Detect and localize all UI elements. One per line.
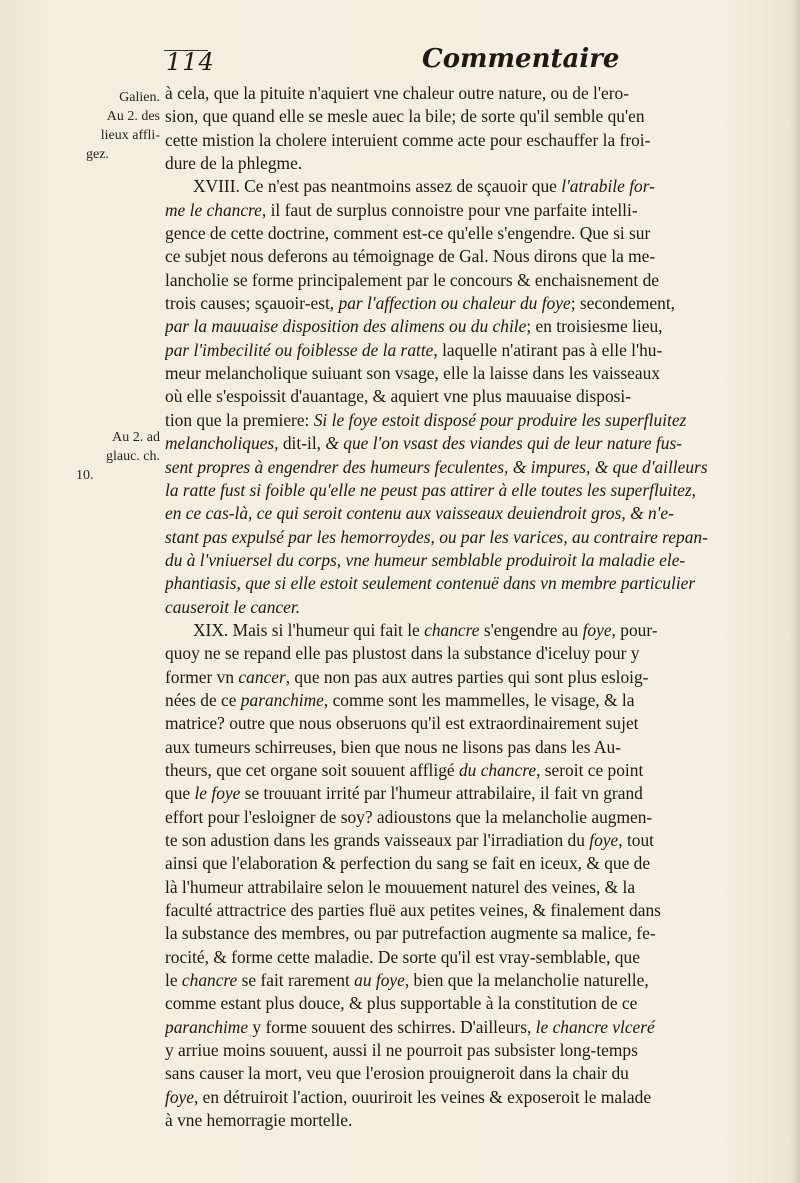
text-segment: à cela, que la pituite n'aquiert vne chaleur outre nature, ou de l'ero-	[165, 83, 630, 103]
text-line	[165, 222, 780, 245]
text-segment: matrice? outre que nous obseruons qu'il est extraordinairement sujet	[165, 713, 639, 734]
text-line	[165, 806, 780, 829]
text-line	[165, 199, 780, 222]
text-segment: le	[165, 970, 182, 991]
italic-text-segment: sent propres à engendrer des humeurs feculentes, & impures, & que d'ailleurs	[165, 456, 708, 477]
text-segment: former vn	[165, 666, 239, 687]
italic-text-segment: l'atrabile for-	[561, 176, 655, 197]
text-line	[165, 992, 780, 1015]
margin-note-line: Galien.	[119, 90, 160, 105]
italic-text-segment: par l'affection ou chaleur du foye	[338, 293, 571, 314]
text-line	[165, 712, 780, 735]
margin-note-line: Au 2. ad	[112, 430, 160, 445]
margin-note-galien	[60, 88, 160, 164]
text-line	[165, 946, 780, 969]
text-line	[165, 899, 780, 922]
margin-note-line: lieux affli-	[100, 128, 160, 143]
text-line	[165, 362, 780, 385]
text-line	[165, 292, 780, 315]
italic-text-segment: chancre	[424, 619, 480, 640]
text-segment: quoy ne se repand elle pas plustost dans la substance d'iceluy pour y	[165, 643, 640, 664]
text-segment: tion que la premiere:	[165, 409, 314, 430]
text-line	[165, 479, 780, 502]
text-segment: , en détruiroit l'action, ouuriroit les veines & exposeroit le malade	[193, 1086, 652, 1107]
text-line	[165, 689, 780, 712]
italic-text-segment: stant pas expulsé par les hemorroydes, ou par les varices, au contraire repan-	[165, 526, 708, 547]
text-segment: se trouuant irrité par l'humeur attrabilaire, il fait vn grand	[240, 783, 643, 804]
italic-text-segment: en ce cas-là, ce qui seroit contenu aux vaisseaux deuiendroit gros, & n'e-	[165, 503, 674, 524]
text-segment: XVIII. Ce n'est pas neantmoins assez de sçauoir que	[193, 176, 562, 197]
text-line	[165, 339, 780, 362]
text-line	[165, 245, 780, 268]
text-line	[165, 152, 780, 175]
text-line	[165, 922, 780, 945]
italic-text-segment: paranchime	[240, 689, 324, 710]
text-line	[165, 1016, 780, 1039]
text-line	[165, 782, 780, 805]
text-segment: ; en troisiesme lieu,	[526, 316, 663, 337]
margin-note-ad-glauc	[60, 428, 160, 485]
italic-text-segment: chancre	[181, 970, 238, 991]
text-segment: là l'humeur attrabilaire selon le mouuement naturel des veines, & la	[165, 876, 636, 897]
text-segment: la substance des membres, ou par putrefaction augmente sa malice, fe-	[165, 923, 656, 944]
text-line	[165, 642, 780, 665]
text-segment: sion, que quand elle se mesle auec la bile; de sorte qu'il semble qu'en	[165, 106, 645, 127]
text-line	[165, 526, 780, 549]
margin-note-line: 10.	[76, 468, 94, 483]
text-segment: , laquelle n'atirant pas à elle l'hu-	[433, 339, 663, 360]
italic-text-segment: me le chancre	[165, 199, 262, 220]
italic-text-segment: foye	[582, 619, 612, 640]
text-segment: theurs, que cet organe soit souuent affligé	[165, 759, 459, 780]
text-segment: XIX. Mais si l'humeur qui fait le	[193, 619, 425, 640]
text-segment: rocité, & forme cette maladie. De sorte qu'il est vray-semblable, que	[165, 946, 640, 967]
text-line	[165, 1039, 780, 1062]
text-line	[165, 385, 780, 408]
text-segment: te son adustion dans les grands vaisseaux par l'irradiation du	[165, 830, 590, 850]
italic-text-segment: Si le foye estoit disposé pour produire les superfluitez	[313, 409, 687, 430]
page-number: 114	[166, 48, 215, 76]
italic-text-segment: par la mauuaise disposition des alimens ou du chile	[165, 316, 527, 337]
text-segment: , bien que la melancholie naturelle,	[404, 970, 649, 991]
italic-text-segment: la ratte fust si foible qu'elle ne peust pas attirer à elle toutes les superfluitez,	[165, 479, 697, 500]
text-line	[165, 969, 780, 992]
text-segment: y arriue moins souuent, aussi il ne pourroit pas subsister long-temps	[165, 1040, 638, 1061]
page-header	[160, 40, 770, 80]
italic-text-segment: & que l'on vsast des viandes qui de leur nature fus-	[325, 433, 683, 454]
italic-text-segment: cancer	[238, 666, 286, 687]
text-line	[165, 596, 780, 619]
italic-text-segment: melancholiques	[165, 433, 275, 454]
text-segment: à vne hemorragie mortelle.	[165, 1110, 353, 1131]
text-segment: , pour-	[611, 619, 658, 640]
text-line	[165, 736, 780, 759]
commentary-body-text	[165, 82, 780, 1132]
italic-text-segment: paranchime	[165, 1016, 249, 1037]
italic-text-segment: au foye	[354, 970, 405, 991]
italic-text-segment: le chancre vlceré	[535, 1016, 655, 1037]
margin-note-line: glauc. ch.	[105, 449, 160, 464]
text-segment: nées de ce	[165, 689, 241, 710]
text-segment: ; secondement,	[570, 293, 675, 314]
text-segment: , tout	[618, 830, 654, 850]
text-segment: que	[165, 783, 195, 804]
text-line	[165, 572, 780, 595]
text-segment: , dit-il,	[274, 433, 326, 454]
text-segment: comme estant plus douce, & plus supportable à la constitution de ce	[165, 993, 638, 1014]
text-line	[165, 852, 780, 875]
text-segment: , comme sont les mammelles, le visage, & la	[323, 689, 635, 710]
text-line	[165, 456, 780, 479]
text-segment: aux tumeurs schirreuses, bien que nous ne lisons pas dans les Au-	[165, 736, 621, 757]
text-line	[165, 269, 780, 292]
italic-text-segment: causeroit le cancer.	[165, 596, 301, 617]
text-line	[165, 432, 780, 455]
text-line	[165, 409, 780, 432]
text-line	[165, 105, 780, 128]
text-segment: , il faut de surplus connoistre pour vne parfaite intelli-	[261, 199, 638, 220]
text-line	[165, 315, 780, 338]
italic-text-segment: foye	[165, 1086, 194, 1107]
text-segment: gence de cette doctrine, comment est-ce qu'elle s'engendre. Que si sur	[165, 223, 651, 244]
text-segment: dure de la phlegme.	[165, 153, 303, 174]
text-segment: s'engendre au	[479, 619, 583, 640]
text-line	[165, 502, 780, 525]
text-segment: , que non pas aux autres parties qui sont plus esloig-	[285, 666, 649, 687]
text-line	[165, 549, 780, 572]
text-segment: faculté attractrice des parties fluë aux petites veines, & finalement dans	[165, 900, 661, 921]
text-line	[165, 1086, 780, 1109]
text-segment: sans causer la mort, veu que l'erosion prouigneroit dans la chair du	[165, 1063, 629, 1084]
page-edge-shadow	[790, 0, 800, 1183]
text-line	[165, 82, 780, 105]
text-segment: se fait rarement	[237, 970, 355, 991]
text-line	[165, 1062, 780, 1085]
text-segment: ce subjet nous deferons au témoignage de Gal. Nous dirons que la me-	[165, 246, 656, 267]
italic-text-segment: phantiasis, que si elle estoit seulement contenuë dans vn membre particulier	[165, 573, 696, 594]
text-line	[165, 666, 780, 689]
text-segment: cette mistion la cholere interuient comme acte pour eschauffer la froi-	[165, 129, 651, 150]
italic-text-segment: du à l'vniuersel du corps, vne humeur semblable produiroit la maladie ele-	[165, 549, 686, 570]
text-segment: , seroit ce point	[536, 759, 644, 780]
text-segment: où elle s'espoissit d'auantage, & aquiert vne plus mauuaise disposi-	[165, 386, 632, 407]
running-head: Commentaire	[422, 44, 620, 74]
italic-text-segment: du chancre	[458, 759, 537, 780]
text-segment: ainsi que l'elaboration & perfection du sang se fait en iceux, & que de	[165, 853, 651, 874]
text-line	[165, 759, 780, 782]
text-segment: trois causes; sçauoir-est,	[165, 293, 339, 314]
text-segment: meur melancholique suiuant son vsage, elle la laisse dans les vaisseaux	[165, 363, 661, 384]
italic-text-segment: le foye	[194, 783, 241, 804]
text-line	[165, 619, 780, 642]
text-line	[165, 129, 780, 152]
text-line	[165, 829, 780, 852]
margin-note-line: gez.	[86, 147, 109, 162]
margin-note-line: Au 2. des	[106, 109, 160, 124]
text-line	[165, 175, 780, 198]
text-segment: effort pour l'esloigner de soy? adioustons que la melancholie augmen-	[165, 806, 653, 827]
text-segment: lancholie se forme principalement par le concours & enchaisnement de	[165, 269, 659, 290]
text-segment: y forme souuent des schirres. D'ailleurs,	[248, 1016, 536, 1037]
italic-text-segment: par l'imbecilité ou foiblesse de la ratte	[165, 339, 434, 360]
text-line	[165, 1109, 780, 1132]
italic-text-segment: foye	[589, 830, 619, 850]
text-line	[165, 876, 780, 899]
